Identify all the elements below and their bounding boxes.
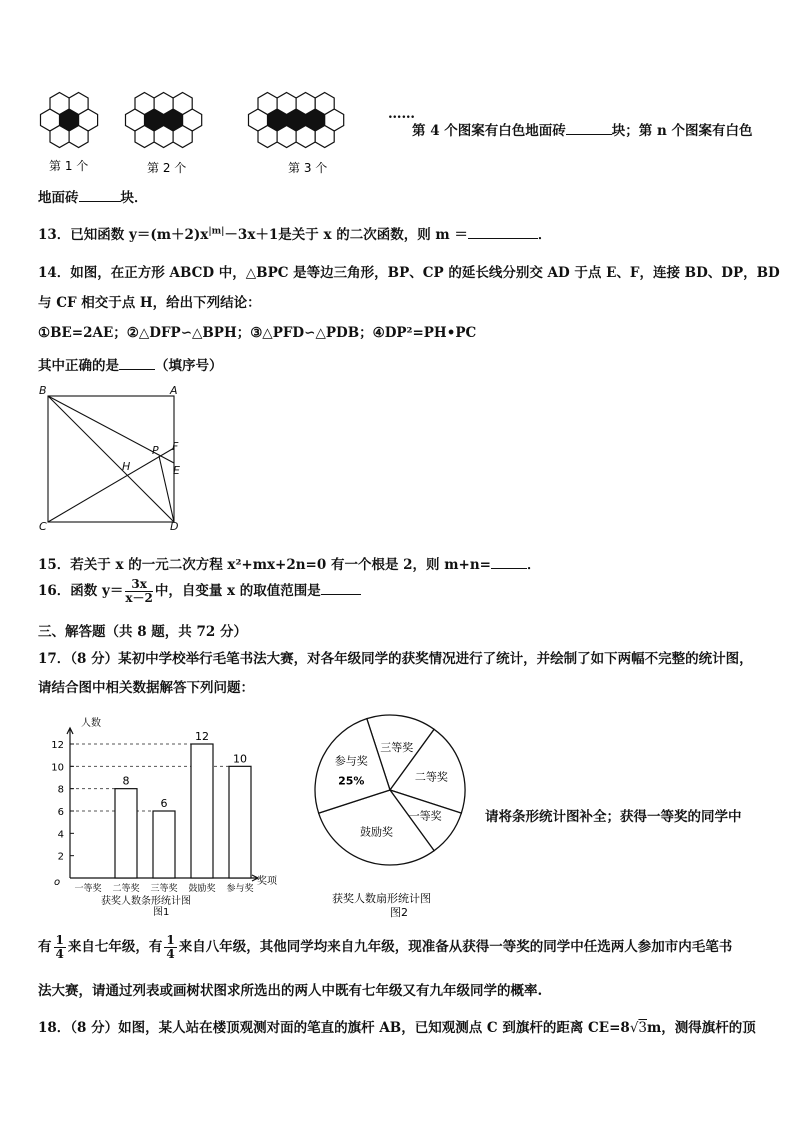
segment-pd xyxy=(159,456,174,522)
q14-conclusions: ①BE=2AE；②△DFP∽△BPH；③△PFD∽△PDB；④DP²=PH•PC xyxy=(38,325,477,341)
bar-xlabel: 奖项 xyxy=(257,876,277,887)
label-h: H xyxy=(122,460,131,473)
pie-slice-label: 参与奖 xyxy=(334,754,368,768)
q17-line3: 有 $\frac{1}{4}$ 来自七年级，有 $\frac{1}{4}$ 来自八年级，其他同学均来自九年级，现准备从获得一等奖的同学中任选两人参加市内毛笔书 xyxy=(38,933,733,961)
bar xyxy=(153,811,175,878)
white-hex-tile xyxy=(315,126,334,148)
bar xyxy=(115,789,137,878)
bar-ylabel: 人数 xyxy=(81,718,101,729)
q14-ask: 其中正确的是 （填序号） xyxy=(38,358,223,374)
bar-y-tick-label: 6 xyxy=(57,807,64,818)
q12-text-2: 地面砖 块． xyxy=(38,190,148,206)
bar-caption: 图1 xyxy=(153,907,170,918)
bar-category-label: 参与奖 xyxy=(226,884,254,894)
white-hex-tile xyxy=(154,126,173,148)
q17-line2: 请结合图中相关数据解答下列问题： xyxy=(38,680,254,696)
q17-line4: 法大赛，请通过列表或画树状图求所选出的两人中既有七年级又有九年级同学的概率. xyxy=(38,983,543,999)
pie-chart xyxy=(300,700,480,924)
bar-chart xyxy=(36,708,296,924)
bar-title: 获奖人数条形统计图 xyxy=(101,896,191,907)
white-hex-tile xyxy=(154,93,173,115)
label-e: E xyxy=(173,464,180,477)
bar-origin: o xyxy=(54,877,61,888)
pie-percent-label: 25% xyxy=(338,774,365,788)
white-hex-tile xyxy=(135,126,154,148)
hex-patterns-figure xyxy=(35,82,405,182)
label-c: C xyxy=(39,520,47,533)
label-b: B xyxy=(39,384,47,397)
white-hex-tile xyxy=(315,93,334,115)
bar-y-tick-label: 12 xyxy=(51,740,64,751)
pattern-2-label: 第 2 个 xyxy=(147,161,187,175)
pattern-3-label: 第 3 个 xyxy=(288,161,328,175)
white-hex-tile xyxy=(173,93,192,115)
white-hex-tile xyxy=(135,93,154,115)
bar-category-label: 三等奖 xyxy=(150,884,178,894)
bar-category-label: 鼓励奖 xyxy=(188,884,216,894)
bar-category-label: 一等奖 xyxy=(74,884,102,894)
pattern-1-label: 第 1 个 xyxy=(49,159,89,173)
q12-text-1: 第 4 个图案有白色地面砖 块；第 n 个图案有白色 xyxy=(412,123,753,139)
white-hex-tile xyxy=(258,126,277,148)
bar-y-tick-label: 8 xyxy=(57,784,64,796)
white-hex-tile xyxy=(69,93,88,115)
bar xyxy=(229,766,251,878)
q17-side-text: 请将条形统计图补全；获得一等奖的同学中 xyxy=(485,809,742,825)
pie-title: 获奖人数扇形统计图 xyxy=(332,892,431,905)
label-p: P xyxy=(152,444,159,457)
q18-line1: 18．（8 分）如图，某人站在楼顶观测对面的笔直的旗杆 AB，已知观测点 C 到旗杆的距离 CE=8√3m，测得旗杆的顶 xyxy=(38,1020,756,1036)
q13: 13．已知函数 $y=(m+2)x^{|m|}-3x+1$是关于 x 的二次函数，则 m ＝ ． xyxy=(38,226,552,243)
white-hex-tile xyxy=(50,93,69,115)
bar-value-label: 8 xyxy=(122,774,130,788)
bar-value-label: 12 xyxy=(195,730,209,743)
bar-value-label: 10 xyxy=(233,752,247,766)
q17-line1: 17．（8 分）某初中学校举行毛笔书法大赛，对各年级同学的获奖情况进行了统计，并绘制了如下两幅不完整的统计图， xyxy=(38,651,753,667)
q14-line2: 与 CF 相交于点 H，给出下列结论： xyxy=(38,295,261,311)
section-heading: 三、解答题（共 8 题，共 72 分） xyxy=(38,624,247,640)
pie-slice-label: 二等奖 xyxy=(414,770,448,784)
white-hex-tile xyxy=(277,93,296,115)
white-hex-tile xyxy=(296,93,315,115)
square-figure xyxy=(36,384,196,536)
label-a: A xyxy=(170,384,178,397)
bar-y-tick-label: 2 xyxy=(57,851,64,863)
bar-value-label: 6 xyxy=(160,797,168,810)
bar xyxy=(191,744,213,878)
bar-y-tick-label: 4 xyxy=(57,829,64,841)
pie-caption: 图2 xyxy=(390,906,408,919)
bar-category-label: 二等奖 xyxy=(112,884,140,894)
white-hex-tile xyxy=(173,126,192,148)
pie-slice-label: 鼓励奖 xyxy=(360,825,394,839)
white-hex-tile xyxy=(258,93,277,115)
q16: 16．函数 y＝ $\frac{3x}{x-2}$ 中，自变量 x 的取值范围是 xyxy=(38,578,361,605)
label-d: D xyxy=(170,520,179,533)
white-hex-tile xyxy=(69,126,88,148)
q14-line1: 14．如图，在正方形 ABCD 中，△BPC 是等边三角形，BP、CP 的延长线分别交 AD 于点 E、F，连接 BD、DP，BD xyxy=(38,265,780,281)
ellipsis: …… xyxy=(388,106,415,122)
white-hex-tile xyxy=(296,126,315,148)
white-hex-tile xyxy=(277,126,296,148)
bar-y-tick-label: 10 xyxy=(51,762,64,774)
q15: 15．若关于 x 的一元二次方程 x²+mx+2n=0 有一个根是 2，则 m+n= ． xyxy=(38,557,541,573)
white-hex-tile xyxy=(50,126,69,148)
pie-slice-label: 一等奖 xyxy=(408,809,442,823)
pie-slice-label: 三等奖 xyxy=(380,741,414,755)
label-f: F xyxy=(172,440,179,453)
